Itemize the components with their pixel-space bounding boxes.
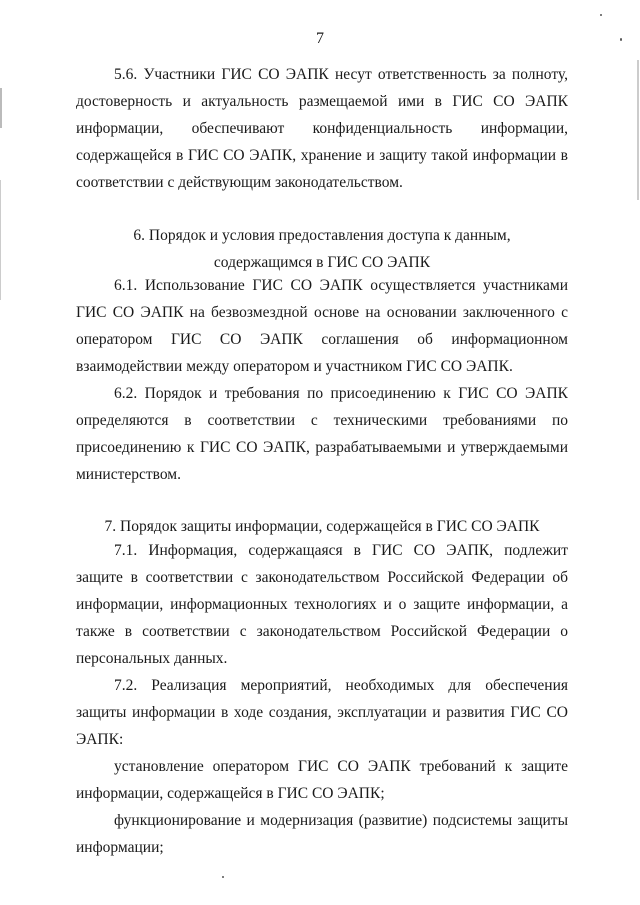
heading-6-line-2: содержащимся в ГИС СО ЭАПК [213, 254, 431, 271]
scan-edge-mark [637, 60, 639, 200]
heading-7: 7. Порядок защиты информации, содержащейся в ГИС СО ЭАПК [104, 518, 540, 535]
section-7-heading [76, 513, 568, 540]
paragraph-5-6: 5.6. Участники ГИС СО ЭАПК несут ответственность за полноту, достоверность и актуальность размещаемой ими в ГИС СО ЭАПК информации, обеспечивают конфиденциальность информации, содержащейся в ГИС СО ЭАПК, хранение и защиту такой информации в соответствии с действующим законодательством. [76, 66, 568, 191]
section-7-body [76, 537, 568, 861]
scan-speck [620, 38, 622, 41]
page-number: 7 [316, 30, 324, 47]
scan-edge-mark [0, 180, 1, 300]
heading-6-line-1: 6. Порядок и условия предоставления доступа к данным, [133, 227, 511, 244]
list-item-1: установление оператором ГИС СО ЭАПК требований к защите информации, содержащейся в ГИС СО ЭАПК; [76, 758, 568, 802]
list-item-2: функционирование и модернизация (развитие) подсистемы защиты информации; [76, 812, 568, 856]
paragraph-7-2: 7.2. Реализация мероприятий, необходимых для обеспечения защиты информации в ходе создания, эксплуатации и развития ГИС СО ЭАПК: [76, 677, 568, 748]
scan-speck [222, 876, 224, 878]
paragraph-6-2: 6.2. Порядок и требования по присоединению к ГИС СО ЭАПК определяются в соответствии с техническими требованиями по присоединению к ГИС СО ЭАПК, разрабатываемыми и утверждаемыми министерством. [76, 385, 568, 483]
heading-6 [76, 222, 568, 276]
paragraph-6-1: 6.1. Использование ГИС СО ЭАПК осуществляется участниками ГИС СО ЭАПК на безвозмездной основе на основании заключенного с оператором ГИС СО ЭАПК соглашения об информационном взаимодействии между оператором и участником ГИС СО ЭАПК. [76, 277, 568, 375]
section-5-6 [76, 61, 568, 196]
section-6-heading [76, 222, 568, 276]
paragraph-7-1: 7.1. Информация, содержащаяся в ГИС СО ЭАПК, подлежит защите в соответствии с законодательством Российской Федерации об информации, информационных технологиях и о защите информации, а также в соответствии с законодательством Российской Федерации о персональных данных. [76, 542, 568, 667]
scan-edge-mark [0, 88, 2, 128]
section-6-body [76, 272, 568, 488]
scan-speck [600, 14, 602, 16]
